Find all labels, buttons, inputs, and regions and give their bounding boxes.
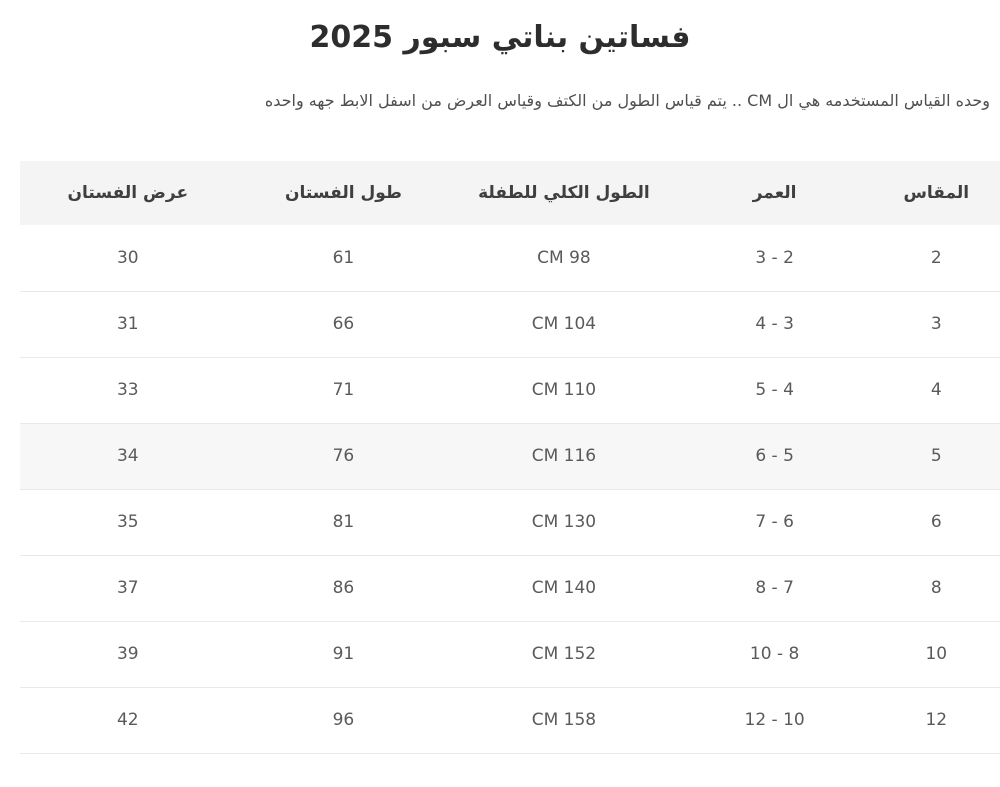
cell-dress-width	[20, 291, 236, 357]
cell-value: CM 110	[531, 380, 597, 400]
column-header-size: المقاس	[873, 161, 1000, 225]
table-row	[20, 423, 1000, 489]
cell-value: 6 - 5	[755, 446, 794, 466]
cell-value: 8	[930, 578, 942, 598]
cell-value: 5 - 4	[755, 380, 794, 400]
cell-dress-width	[20, 423, 236, 489]
cell-value: CM 98	[537, 247, 591, 268]
cell-value: 96	[332, 710, 355, 730]
cell-value: 6	[930, 512, 942, 532]
cell-value: CM 158	[531, 710, 597, 730]
cell-age	[677, 687, 873, 753]
page-title: فساتين بناتي سبور 2025	[309, 20, 691, 55]
cell-child-height	[451, 225, 676, 291]
cell-dress-width	[20, 555, 236, 621]
cell-value: 4 - 3	[755, 314, 794, 334]
cell-age	[677, 621, 873, 687]
column-header-child-height: الطول الكلي للطفلة	[451, 161, 676, 225]
table-header-row	[20, 161, 1000, 225]
cell-size	[873, 291, 1000, 357]
table-row	[20, 555, 1000, 621]
size-chart-table	[20, 161, 1000, 754]
cell-dress-width	[20, 225, 236, 291]
cell-age	[677, 555, 873, 621]
table-row	[20, 225, 1000, 291]
cell-value: 4	[930, 380, 942, 400]
column-header-dress-width: عرض الفستان	[20, 161, 236, 225]
cell-size	[873, 687, 1000, 753]
cell-value: CM 130	[531, 512, 597, 532]
cell-value: 35	[116, 512, 139, 532]
cell-child-height	[451, 687, 676, 753]
column-header-age: العمر	[677, 161, 873, 225]
table-row	[20, 687, 1000, 753]
cell-value: CM 116	[531, 446, 597, 466]
cell-value: 37	[116, 578, 139, 598]
cell-child-height	[451, 489, 676, 555]
cell-value: 12	[925, 710, 948, 730]
cell-value: 12 - 10	[744, 710, 805, 730]
cell-dress-length	[236, 357, 452, 423]
cell-value: 61	[332, 247, 355, 268]
cell-dress-width	[20, 687, 236, 753]
cell-size	[873, 555, 1000, 621]
cell-value: 8 - 7	[755, 578, 794, 598]
cell-value: 76	[332, 446, 355, 466]
cell-size	[873, 357, 1000, 423]
cell-value: 5	[930, 446, 942, 466]
cell-dress-length	[236, 687, 452, 753]
table-row	[20, 489, 1000, 555]
measurement-note: وحده القياس المستخدمه هي ال CM .. يتم قياس الطول من الكتف وقياس العرض من اسفل الابط جهه واحده	[264, 91, 990, 110]
cell-size	[873, 621, 1000, 687]
cell-value: 34	[116, 446, 139, 466]
table-body	[20, 225, 1000, 753]
cell-size	[873, 489, 1000, 555]
cell-age	[677, 423, 873, 489]
cell-value: 91	[332, 644, 355, 664]
cell-child-height	[451, 357, 676, 423]
cell-size	[873, 423, 1000, 489]
cell-dress-length	[236, 489, 452, 555]
cell-child-height	[451, 291, 676, 357]
cell-value: CM 140	[531, 578, 597, 598]
cell-value: 31	[116, 314, 139, 334]
cell-child-height	[451, 423, 676, 489]
cell-value: 86	[332, 578, 355, 598]
cell-value: 10	[925, 644, 948, 664]
cell-value: 3 - 2	[755, 247, 794, 268]
cell-value: 2	[930, 247, 942, 268]
cell-age	[677, 489, 873, 555]
cell-value: 66	[332, 314, 355, 334]
table-row	[20, 291, 1000, 357]
column-header-dress-length: طول الفستان	[236, 161, 452, 225]
table-row	[20, 357, 1000, 423]
cell-size	[873, 225, 1000, 291]
cell-dress-width	[20, 357, 236, 423]
cell-value: CM 104	[531, 314, 597, 334]
cell-value: 30	[116, 247, 139, 268]
cell-dress-width	[20, 489, 236, 555]
cell-dress-length	[236, 225, 452, 291]
cell-dress-width	[20, 621, 236, 687]
cell-value: 71	[332, 380, 355, 400]
cell-value: 81	[332, 512, 355, 532]
cell-value: 10 - 8	[749, 644, 800, 664]
cell-dress-length	[236, 555, 452, 621]
cell-age	[677, 291, 873, 357]
table-row	[20, 621, 1000, 687]
cell-child-height	[451, 555, 676, 621]
cell-value: 42	[116, 710, 139, 730]
cell-dress-length	[236, 423, 452, 489]
cell-value: 7 - 6	[755, 512, 794, 532]
cell-age	[677, 357, 873, 423]
cell-age	[677, 225, 873, 291]
cell-value: 33	[116, 380, 139, 400]
cell-value: 3	[930, 314, 942, 334]
cell-dress-length	[236, 621, 452, 687]
cell-child-height	[451, 621, 676, 687]
cell-dress-length	[236, 291, 452, 357]
cell-value: CM 152	[531, 644, 597, 664]
cell-value: 39	[116, 644, 139, 664]
